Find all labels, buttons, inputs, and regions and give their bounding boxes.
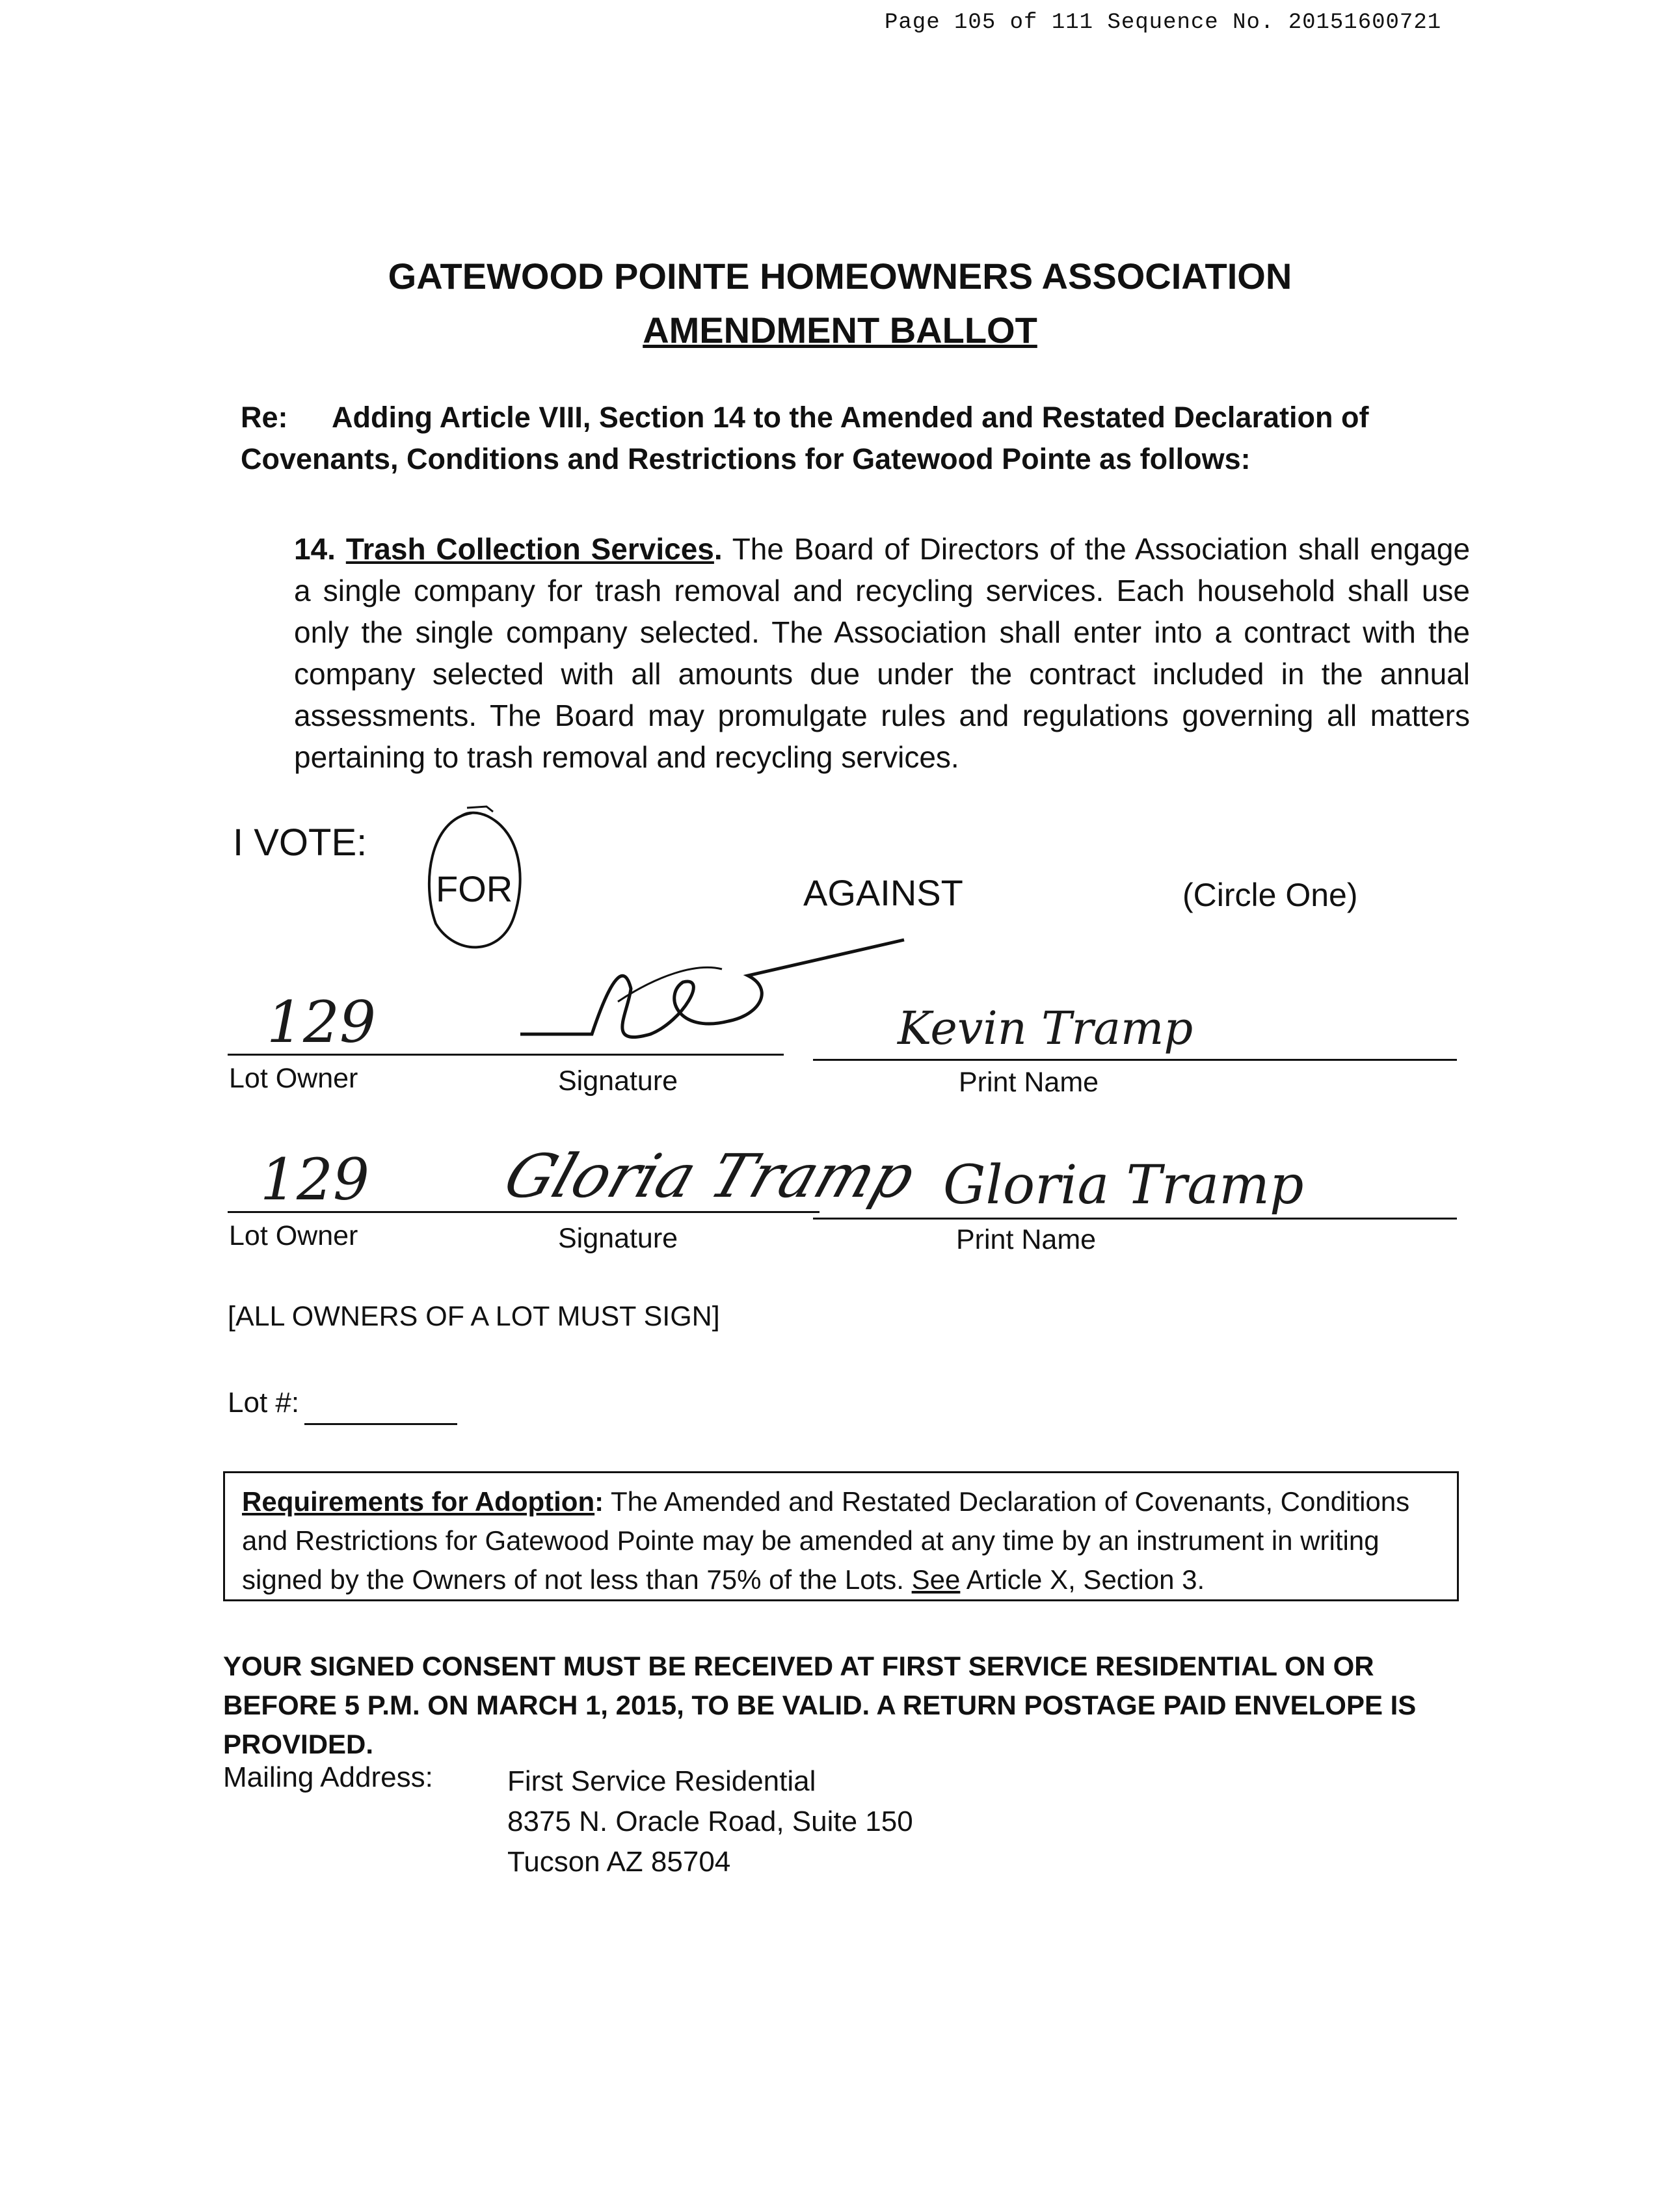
circle-one-instruction: (Circle One) [1182,877,1358,913]
vote-option-for[interactable]: FOR [436,868,513,909]
page-sequence-header: Page 105 of 111 Sequence No. 20151600721 [885,10,1442,35]
signer1-lot-caption: Lot Owner [229,1063,358,1094]
lot-number-blank[interactable] [304,1423,457,1425]
signer2-print-name: Gloria Tramp [943,1154,1304,1216]
all-owners-note: [ALL OWNERS OF A LOT MUST SIGN] [228,1301,720,1332]
requirements-reference: Article X, Section 3. [966,1564,1205,1595]
signer2-lot-caption: Lot Owner [229,1220,358,1251]
signer2-lot-number: 129 [260,1146,369,1213]
mailing-line-1: First Service Residential [507,1765,816,1797]
mailing-line-2: 8375 N. Oracle Road, Suite 150 [507,1806,913,1837]
ballot-title [0,309,1680,351]
mailing-label: Mailing Address: [223,1761,433,1793]
ballot-title-text: AMENDMENT BALLOT [643,310,1037,351]
signer1-print-name: Kevin Tramp [898,1002,1193,1055]
vote-option-against[interactable]: AGAINST [803,872,963,913]
signer1-signature-caption: Signature [558,1065,678,1097]
re-label: Re: [241,401,288,434]
section-14-paragraph: 14. Trash Collection Services. The Board of Directors of the Association shall engage a single company for trash removal and recycling services. Each household shall use only the single company selected. The Association shall enter into a contract with the company selected with all amounts due under the contract included in the annual assessments. The Board may promulgate rules and regulations governing all matters pertaining to trash removal and recycling services. [294,532,1471,774]
re-line [241,397,1470,480]
vote-label: I VOTE: [233,821,367,864]
association-title: GATEWOOD POINTE HOMEOWNERS ASSOCIATION [388,256,1292,297]
section-body: The Board of Directors of the Association shall engage a single company for trash removal and recycling services. Each household shall use only the single company selected. The Association shall enter into a contract with the company selected with all amounts due under the contract included in the annual assessments. The Board may promulgate rules and regulations governing all matters pertaining to trash removal and recycling services. [294,532,1471,774]
signer1-lot-number: 129 [267,989,376,1056]
requirements-box: Requirements for Adoption: The Amended and Restated Declaration of Covenants, Conditions and Restrictions for Gatewood Pointe may be amended at any time by an instrument in writing signed by the Owners of not less than 75% of the Lots. See Article X, Section 3. [223,1471,1459,1601]
mailing-line-3: Tucson AZ 85704 [507,1846,731,1878]
signer2-print-line [813,1218,1457,1220]
signer2-print-caption: Print Name [956,1224,1097,1255]
mailing-address [507,1761,913,1882]
section-number: 14. [294,532,336,566]
requirements-see: See [911,1564,961,1595]
re-text: Adding Article VIII, Section 14 to the Amended and Restated Declaration of Covenants, Conditions and Restrictions for Gatewood Pointe as follows: [241,401,1369,475]
signer2-signature: Gloria Tramp [496,1141,924,1211]
requirements-text: The Amended and Restated Declaration of Covenants, Conditions and Restrictions for Gatewood Pointe may be amended at any time by an instrument in writing signed by the Owners of not less than 75% of the Lots. [242,1486,1410,1595]
lot-number-label: Lot #: [228,1387,300,1419]
signer2-signature-caption: Signature [558,1223,678,1254]
section-heading: Trash Collection Services [345,532,714,566]
signer1-print-caption: Print Name [959,1067,1099,1098]
signer1-signature-scribble [514,937,917,1067]
consent-notice: YOUR SIGNED CONSENT MUST BE RECEIVED AT FIRST SERVICE RESIDENTIAL ON OR BEFORE 5 P.M. ON MARCH 1, 2015, TO BE VALID. A RETURN POSTAGE PAID ENVELOPE IS PROVIDED. [223,1651,1417,1759]
requirements-label: Requirements for Adoption [242,1486,595,1517]
